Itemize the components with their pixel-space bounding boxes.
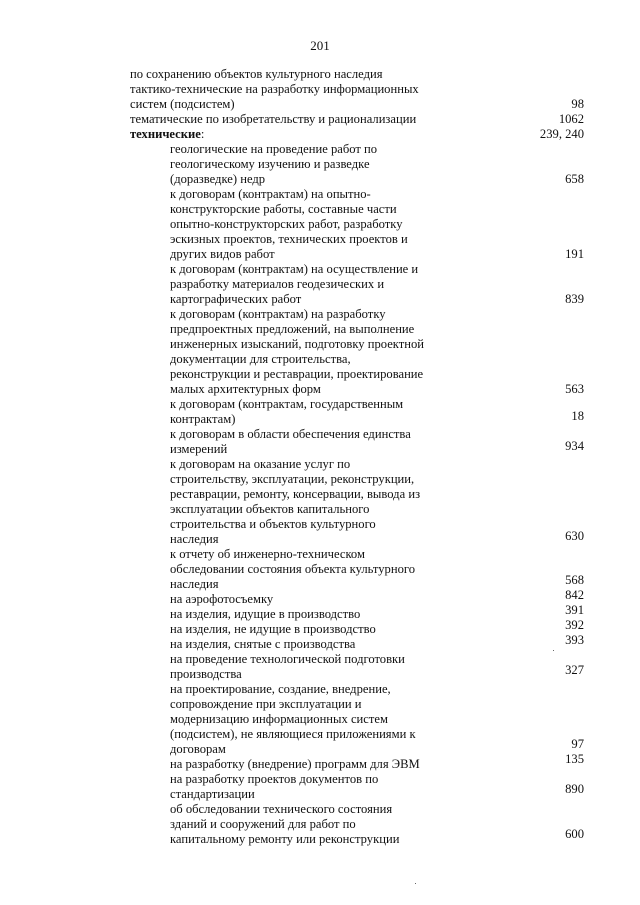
entry-line: наследия bbox=[170, 577, 219, 591]
scan-speck bbox=[415, 883, 416, 884]
entry-line: контрактам) bbox=[170, 412, 236, 426]
entry-line: геологические на проведение работ по bbox=[170, 142, 378, 156]
entry-line: (доразведке) недр bbox=[170, 172, 266, 186]
code-number: 1062 bbox=[558, 112, 584, 126]
entry-line: инженерных изысканий, подготовку проектной bbox=[170, 337, 425, 351]
entry-line: стандартизации bbox=[170, 787, 255, 801]
entry-line: об обследовании технического состояния bbox=[170, 802, 393, 816]
entry-line: реконструкции и реставрации, проектирование bbox=[170, 367, 424, 381]
entry-line: договорам bbox=[170, 742, 226, 756]
code-number: 239, 240 bbox=[539, 127, 584, 141]
code-number: 135 bbox=[565, 752, 584, 766]
code-number: 392 bbox=[565, 618, 584, 632]
entry-line: на разработку проектов документов по bbox=[170, 772, 379, 786]
entry-line: других видов работ bbox=[170, 247, 275, 261]
code-number: 18 bbox=[571, 409, 584, 423]
entry-line: на проведение технологической подготовки bbox=[170, 652, 405, 666]
entry-line: модернизацию информационных систем bbox=[170, 712, 388, 726]
code-number: 191 bbox=[565, 247, 584, 261]
code-number: 839 bbox=[565, 292, 584, 306]
entry-line: производства bbox=[170, 667, 242, 681]
entry-line: тематические по изобретательству и рационализации bbox=[130, 112, 417, 126]
entry-line: на изделия, не идущие в производство bbox=[170, 622, 376, 636]
entry-line: разработку материалов геодезических и bbox=[170, 277, 385, 291]
code-number: 890 bbox=[565, 782, 584, 796]
code-number: 600 bbox=[565, 827, 584, 841]
entry-line: геологическому изучению и разведке bbox=[170, 157, 370, 171]
entry-line: опытно-конструкторских работ, разработку bbox=[170, 217, 403, 231]
entry-line: систем (подсистем) bbox=[130, 97, 235, 111]
code-number: 568 bbox=[565, 573, 584, 587]
entry-line: (подсистем), не являющиеся приложениями к bbox=[170, 727, 416, 741]
code-number: 630 bbox=[565, 529, 584, 543]
entry-line: тактико-технические на разработку информационных bbox=[130, 82, 419, 96]
entry-line: на изделия, идущие в производство bbox=[170, 607, 361, 621]
entry-line: документации для строительства, bbox=[170, 352, 351, 366]
page-number: 201 bbox=[310, 38, 330, 53]
code-number: 391 bbox=[565, 603, 584, 617]
scan-speck bbox=[553, 650, 554, 651]
entry-line: к отчету об инженерно-техническом bbox=[170, 547, 365, 561]
entry-line: на изделия, снятые с производства bbox=[170, 637, 356, 651]
entry-line: капитальному ремонту или реконструкции bbox=[170, 832, 400, 846]
section-heading-label: технические bbox=[130, 127, 201, 141]
entry-line: реставрации, ремонту, консервации, вывода из bbox=[170, 487, 421, 501]
entry-line: зданий и сооружений для работ по bbox=[170, 817, 356, 831]
entry-line: к договорам на оказание услуг по bbox=[170, 457, 351, 471]
entry-line: к договорам (контрактам) на разработку bbox=[170, 307, 386, 321]
entry-line: эскизных проектов, технических проектов и bbox=[170, 232, 408, 246]
entry-line: эксплуатации объектов капитального bbox=[170, 502, 370, 516]
entry-line: к договорам (контрактам) на опытно- bbox=[170, 187, 371, 201]
entry-line: предпроектных предложений, на выполнение bbox=[170, 322, 415, 336]
code-number: 842 bbox=[565, 588, 584, 602]
code-number: 563 bbox=[565, 382, 584, 396]
code-number: 327 bbox=[565, 663, 584, 677]
entry-line: к договорам в области обеспечения единства bbox=[170, 427, 411, 441]
section-heading bbox=[130, 127, 204, 142]
entry-line: строительства и объектов культурного bbox=[170, 517, 376, 531]
entry-line: малых архитектурных форм bbox=[170, 382, 321, 396]
entry-line: к договорам (контрактам, государственным bbox=[170, 397, 404, 411]
code-number: 658 bbox=[565, 172, 584, 186]
entry-line: картографических работ bbox=[170, 292, 302, 306]
entry-line: обследовании состояния объекта культурного bbox=[170, 562, 416, 576]
code-number: 97 bbox=[571, 737, 584, 751]
section-heading-colon: : bbox=[200, 127, 205, 141]
entry-line: к договорам (контрактам) на осуществление и bbox=[170, 262, 419, 276]
entry-line: конструкторские работы, составные части bbox=[170, 202, 397, 216]
code-number: 98 bbox=[571, 97, 584, 111]
entry-line: на проектирование, создание, внедрение, bbox=[170, 682, 391, 696]
entry-line: сопровождение при эксплуатации и bbox=[170, 697, 362, 711]
code-number: 393 bbox=[565, 633, 584, 647]
entry-line: измерений bbox=[170, 442, 228, 456]
entry-line: строительству, эксплуатации, реконструкции, bbox=[170, 472, 415, 486]
entry-line: по сохранению объектов культурного наследия bbox=[130, 67, 383, 81]
entry-line: наследия bbox=[170, 532, 219, 546]
entry-line: на разработку (внедрение) программ для ЭВМ bbox=[170, 757, 420, 771]
entry-line: на аэрофотосъемку bbox=[170, 592, 274, 606]
code-number: 934 bbox=[565, 439, 584, 453]
